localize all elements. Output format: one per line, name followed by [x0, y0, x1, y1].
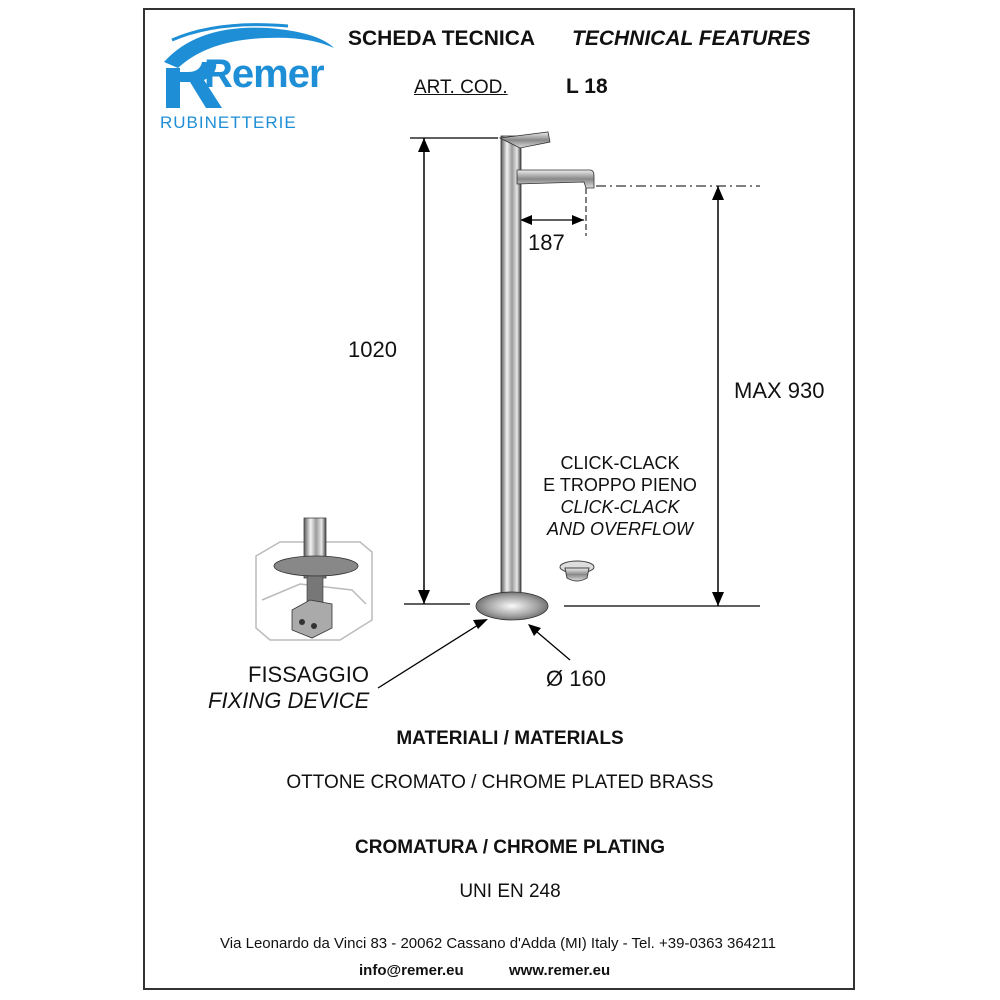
footer-website[interactable]: www.remer.eu — [509, 962, 611, 979]
plating-title: CROMATURA / CHROME PLATING — [355, 837, 665, 858]
fixing-label-en: FIXING DEVICE — [208, 688, 370, 713]
fixing-label-it: FISSAGGIO — [248, 662, 370, 687]
faucet-body — [476, 132, 594, 620]
logo-brand: Remer — [204, 52, 324, 96]
waste-note — [520, 452, 720, 540]
diameter-arrow — [528, 624, 570, 660]
art-code-value: L 18 — [566, 75, 608, 98]
waste-note-en-1: CLICK-CLACK — [560, 497, 680, 517]
height-label: 1020 — [348, 337, 397, 362]
art-code-label: ART. COD. — [414, 77, 508, 98]
max-height-label: MAX 930 — [734, 378, 825, 403]
materials-title: MATERIALI / MATERIALS — [396, 728, 624, 749]
click-clack-waste-icon — [560, 561, 594, 581]
waste-note-it-1: CLICK-CLACK — [560, 453, 680, 473]
fixing-device-illustration — [256, 518, 372, 640]
height-dimension — [404, 138, 498, 604]
logo-subtitle: RUBINETTERIE — [160, 113, 297, 132]
spout-reach-label: 187 — [528, 230, 565, 255]
base-diameter-label: Ø 160 — [546, 666, 606, 691]
waste-note-en-2: AND OVERFLOW — [546, 519, 693, 539]
fixing-arrow — [378, 619, 488, 688]
waste-note-it-2: E TROPPO PIENO — [543, 475, 697, 495]
footer-email[interactable]: info@remer.eu — [359, 962, 464, 979]
footer-address: Via Leonardo da Vinci 83 - 20062 Cassano d'Adda (MI) Italy - Tel. +39-0363 364211 — [220, 935, 776, 952]
spout-dimension — [520, 188, 586, 236]
plating-text: UNI EN 248 — [459, 881, 561, 902]
title-english: TECHNICAL FEATURES — [572, 27, 811, 50]
title-italian: SCHEDA TECNICA — [348, 27, 536, 50]
materials-text: OTTONE CROMATO / CHROME PLATED BRASS — [286, 772, 714, 793]
max-height-dimension — [564, 186, 760, 606]
